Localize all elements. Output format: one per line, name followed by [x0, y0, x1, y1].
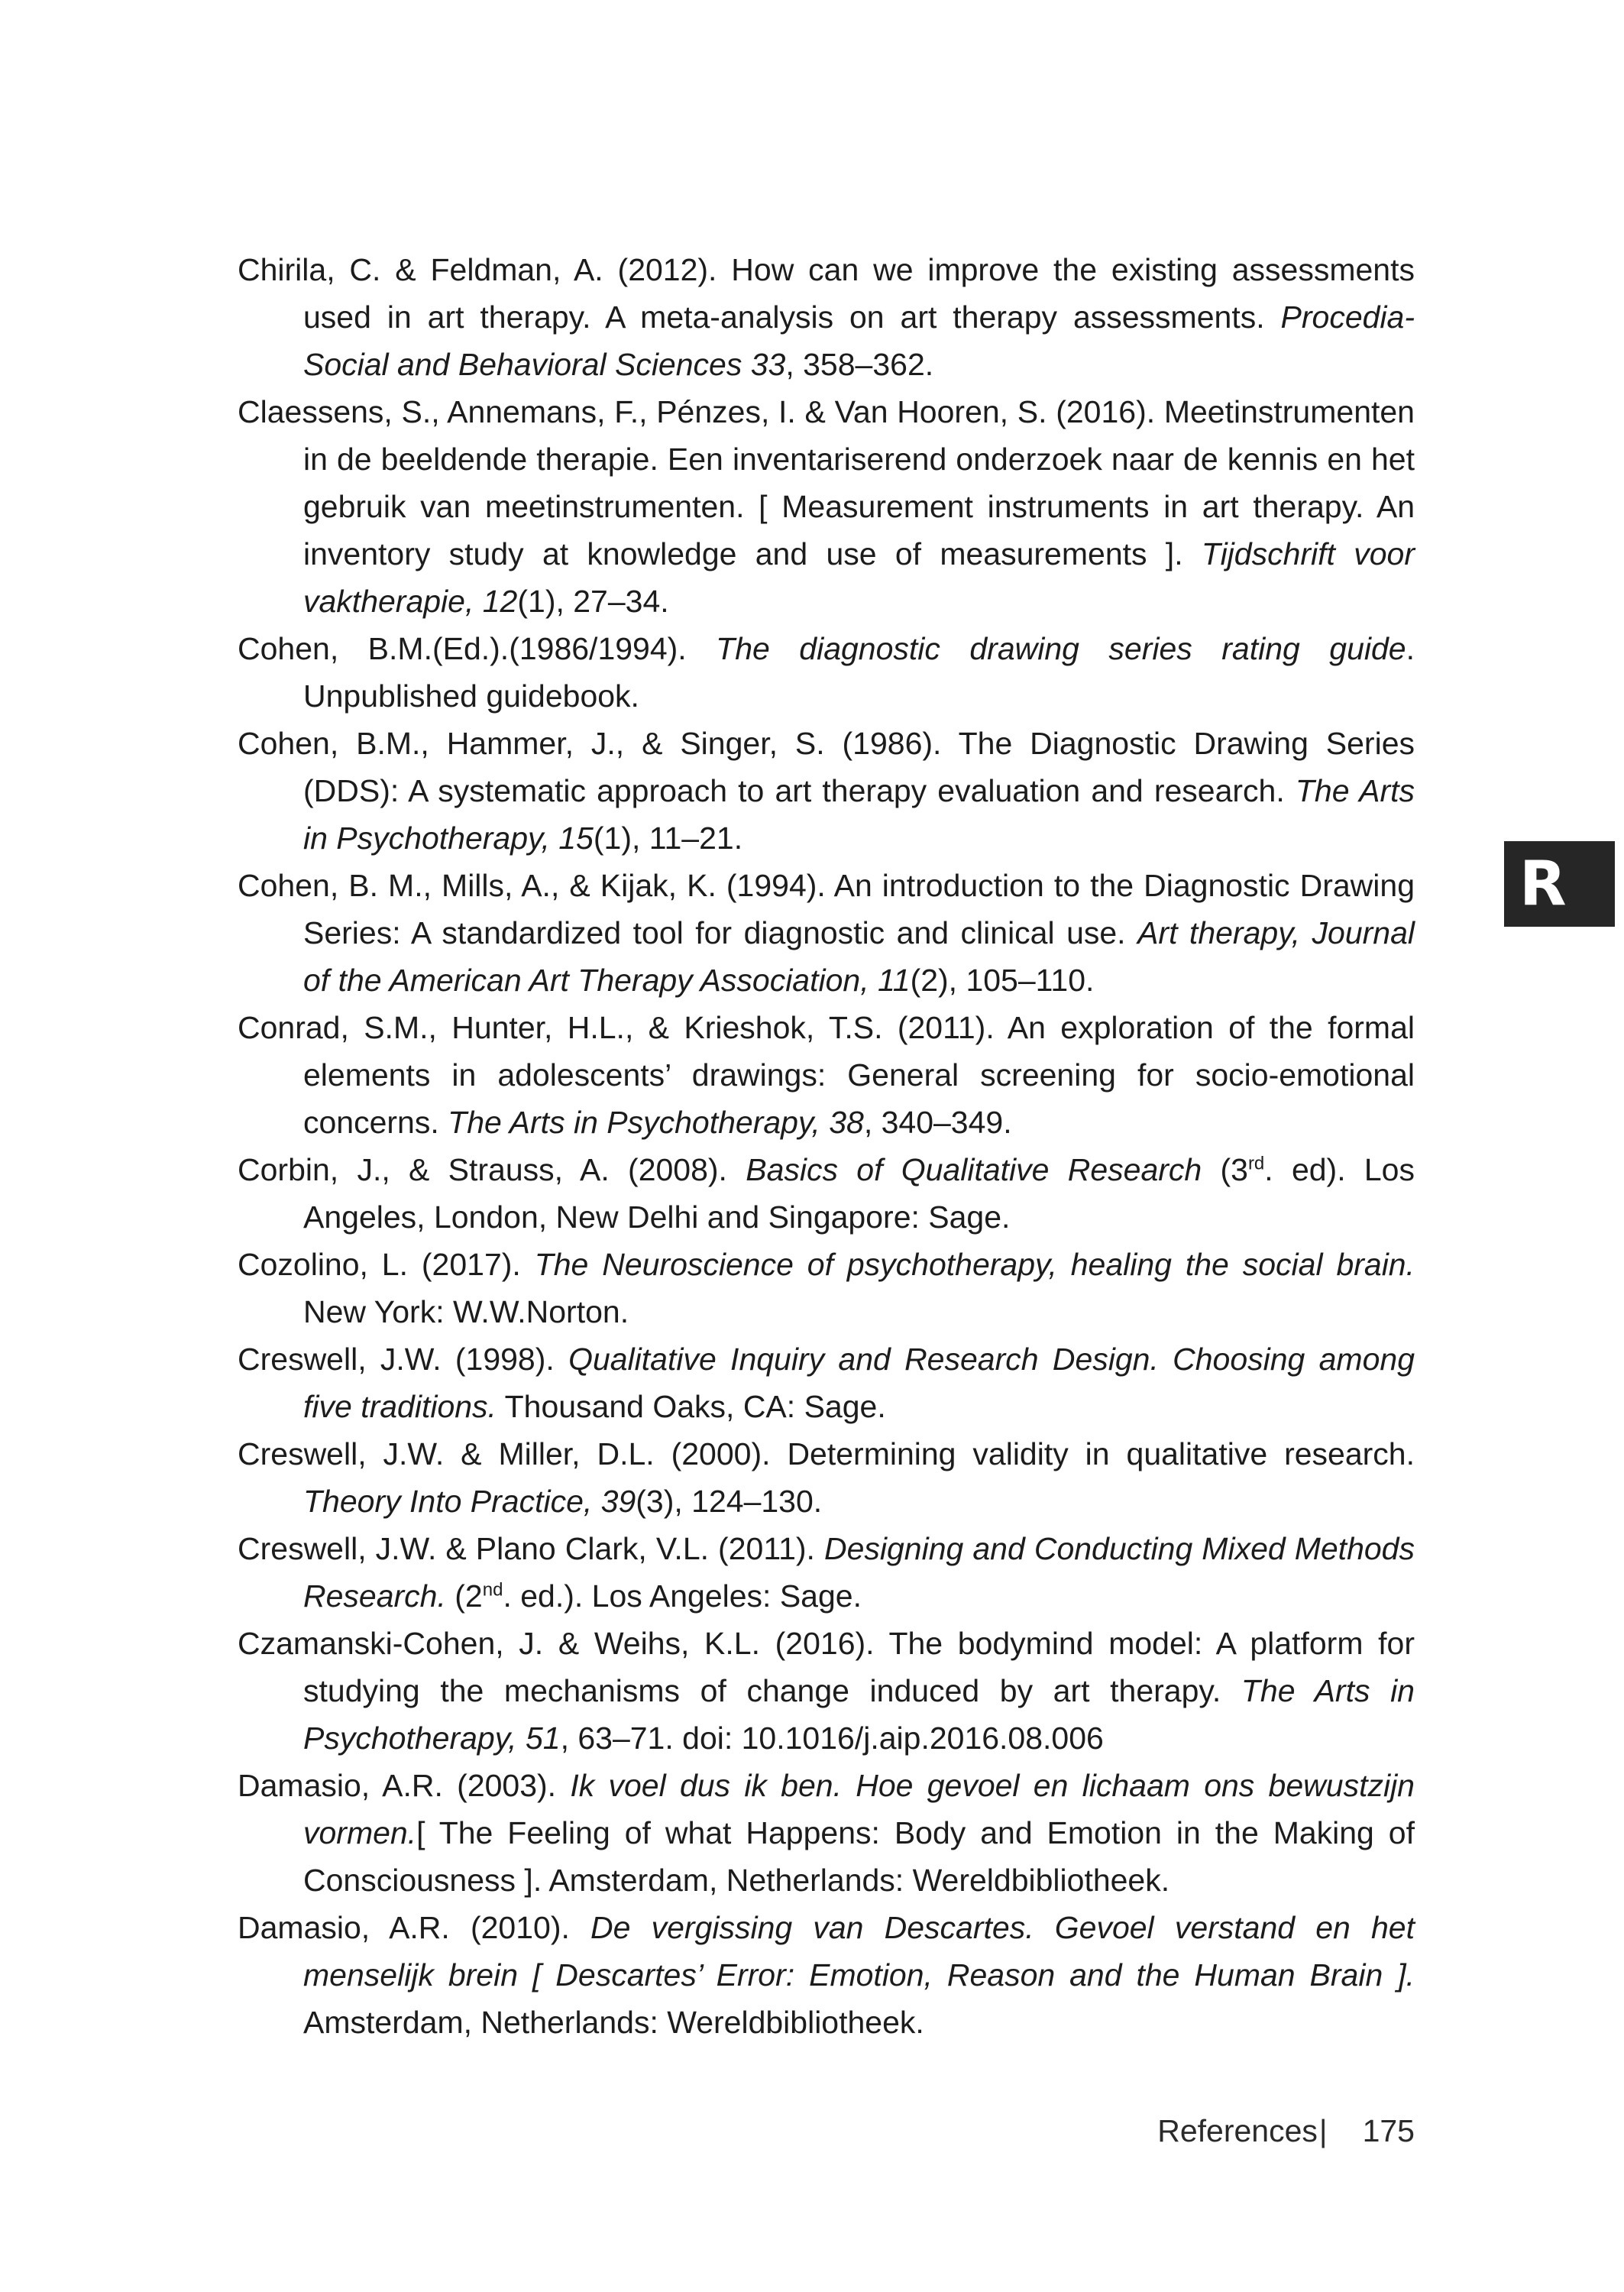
reference-italic-text: De vergissing van Descartes. Gevoel verstand en het menselijk brein [ Descartes’ Error: Emotion, Reason and the Human Brain ]. [303, 1910, 1415, 1993]
reference-text: Corbin, J., & Strauss, A. (2008). [238, 1152, 746, 1187]
reference-text: (3), 124–130. [636, 1484, 823, 1519]
reference-text: Czamanski-Cohen, J. & Weihs, K.L. (2016). The bodymind model: A platform for studying the mechanisms of change induced by art therapy. [238, 1626, 1415, 1708]
reference-italic-text: The Neuroscience of psychotherapy, healing the social brain. [534, 1247, 1415, 1282]
reference-text: (3 [1202, 1152, 1248, 1187]
reference-italic-text: Designing and Conducting Mixed Methods Research. [303, 1531, 1415, 1614]
reference-entry [238, 388, 1415, 625]
reference-italic-text: Procedia-Social and Behavioral Sciences 33 [303, 299, 1415, 382]
reference-entry [238, 720, 1415, 862]
reference-text: Amsterdam, Netherlands: Wereldbibliotheek. [303, 2005, 924, 2040]
reference-text: Cozolino, L. (2017). [238, 1247, 535, 1282]
reference-text: Creswell, J.W. & Miller, D.L. (2000). Determining validity in qualitative research. [238, 1436, 1415, 1471]
reference-entry [238, 1335, 1415, 1430]
reference-text: Damasio, A.R. (2003). [238, 1768, 571, 1803]
reference-list [238, 246, 1415, 2046]
reference-text: Creswell, J.W. & Plano Clark, V.L. (2011). [238, 1531, 824, 1566]
reference-entry [238, 862, 1415, 1004]
reference-text: Thousand Oaks, CA: Sage. [496, 1389, 886, 1424]
reference-text: . ed). Los Angeles, London, New Delhi and Singapore: Sage. [303, 1152, 1415, 1235]
reference-entry [238, 1762, 1415, 1904]
reference-text: (2), 105–110. [910, 963, 1095, 998]
page-number: 175 [1362, 2113, 1415, 2148]
reference-italic-text: The Arts in Psychotherapy, 51 [303, 1673, 1415, 1756]
reference-italic-text: Art therapy, Journal of the American Art Therapy Association, 11 [303, 915, 1415, 998]
reference-superscript: rd [1247, 1153, 1265, 1174]
reference-italic-text: Theory Into Practice, 39 [303, 1484, 636, 1519]
reference-text: Cohen, B. M., Mills, A., & Kijak, K. (1994). An introduction to the Diagnostic Drawing Series: A standardized tool for diagnostic and clinical use. [238, 868, 1415, 950]
reference-text: Creswell, J.W. (1998). [238, 1342, 569, 1377]
reference-entry [238, 246, 1415, 388]
reference-italic-text: The Arts in Psychotherapy, 15 [303, 773, 1415, 856]
reference-text: Cohen, B.M., Hammer, J., & Singer, S. (1986). The Diagnostic Drawing Series (DDS): A systematic approach to art therapy evaluation and research. [238, 726, 1415, 808]
reference-text: Damasio, A.R. (2010). [238, 1910, 591, 1945]
reference-entry [238, 1620, 1415, 1762]
reference-entry [238, 1525, 1415, 1620]
reference-italic-text: Ik voel dus ik ben. Hoe gevoel en lichaam ons bewustzijn vormen. [303, 1768, 1415, 1850]
reference-entry [238, 1146, 1415, 1241]
reference-text: (1), 27–34. [517, 584, 669, 619]
chapter-tab-marker: R [1504, 841, 1615, 927]
reference-text: Conrad, S.M., Hunter, H.L., & Krieshok, T.S. (2011). An exploration of the formal elements in adolescents’ drawings: General screening for socio-emotional concerns. [238, 1010, 1415, 1140]
reference-text: , 340–349. [863, 1105, 1012, 1140]
reference-text: (2 [445, 1578, 483, 1614]
reference-italic-text: The Arts in Psychotherapy, 38 [448, 1105, 864, 1140]
footer-section-title: References [1157, 2113, 1318, 2148]
reference-text: [ The Feeling of what Happens: Body and Emotion in the Making of Consciousness ]. Amsterdam, Netherlands: Wereldbibliotheek. [303, 1815, 1415, 1898]
reference-text: , 63–71. doi: 10.1016/j.aip.2016.08.006 [560, 1721, 1104, 1756]
reference-text: (1), 11–21. [593, 821, 743, 856]
reference-entry [238, 625, 1415, 720]
reference-text: . ed.). Los Angeles: Sage. [503, 1578, 862, 1614]
reference-entry [238, 1004, 1415, 1146]
reference-text: , 358–362. [785, 347, 934, 382]
reference-entry [238, 1430, 1415, 1525]
reference-italic-text: Tijdschrift voor vaktherapie, 12 [303, 536, 1415, 619]
reference-italic-text: Qualitative Inquiry and Research Design. Choosing among five traditions. [303, 1342, 1415, 1424]
page-footer [1157, 2107, 1415, 2154]
reference-entry [238, 1241, 1415, 1335]
reference-entry [238, 1904, 1415, 2046]
reference-text: Chirila, C. & Feldman, A. (2012). How can we improve the existing assessments used in art therapy. A meta-analysis on art therapy assessments. [238, 252, 1415, 335]
reference-text: New York: W.W.Norton. [303, 1294, 629, 1329]
reference-text: Claessens, S., Annemans, F., Pénzes, I. & Van Hooren, S. (2016). Meetinstrumenten in de beeldende therapie. Een inventariserend onderzoek naar de kennis en het gebruik van meetinstrumenten. [ Measurement instruments in art therapy. An inventory study at knowledge and use of measurements ]. [238, 394, 1415, 571]
reference-italic-text: Basics of Qualitative Research [746, 1152, 1202, 1187]
footer-separator: | [1318, 2113, 1328, 2148]
reference-superscript: nd [482, 1579, 503, 1601]
reference-italic-text: The diagnostic drawing series rating guide [716, 631, 1406, 666]
reference-text: . Unpublished guidebook. [303, 631, 1415, 714]
reference-text: Cohen, B.M.(Ed.).(1986/1994). [238, 631, 717, 666]
